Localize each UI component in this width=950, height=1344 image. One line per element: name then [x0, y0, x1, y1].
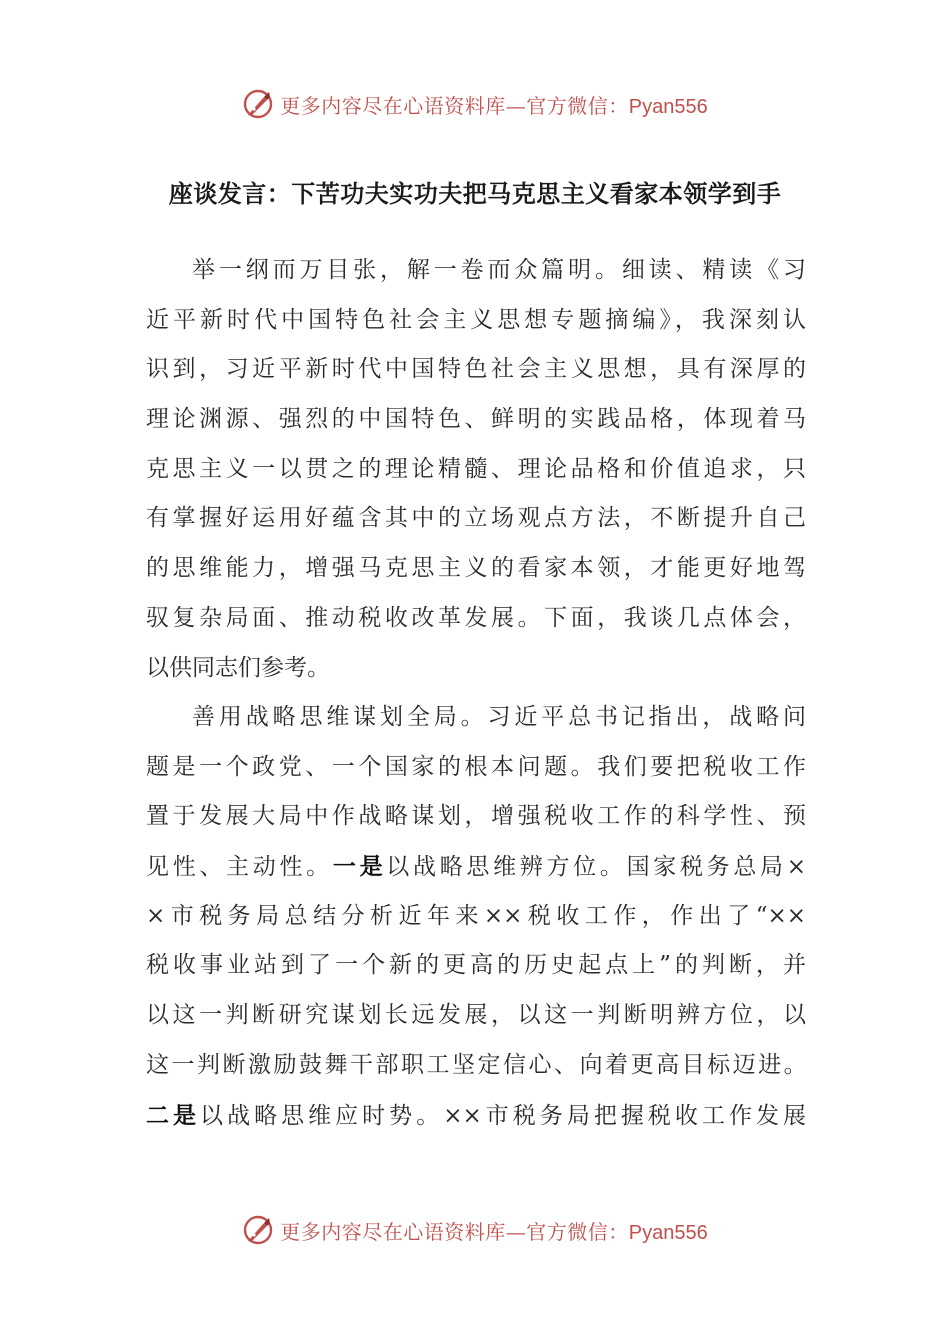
text-line: 克思主义一以贯之的理论精髓、理论品格和价值追求，只 [146, 455, 806, 482]
text-line: 近平新时代中国特色社会主义思想专题摘编》，我深刻认 [146, 306, 806, 333]
paragraph-intro [146, 246, 806, 693]
pen-nib-logo-icon [242, 88, 274, 120]
text-line: 有掌握好运用好蕴含其中的立场观点方法，不断提升自己 [146, 505, 806, 532]
text-line: 的思维能力，增强马克思主义的看家本领，才能更好地驾 [146, 555, 806, 582]
text-line: 见性、主动性。一是以战略思维辨方位。国家税务总局× [146, 853, 807, 881]
text-line: 驭复杂局面、推动税收改革发展。下面，我谈几点体会， [146, 604, 806, 631]
wechat-id: Pyan556 [628, 95, 708, 118]
text-line: 这一判断激励鼓舞干部职工坚定信心、向着更高目标迈进。 [146, 1051, 806, 1078]
page-title: 座谈发言：下苦功夫实功夫把马克思主义看家本领学到手 [168, 179, 782, 208]
paragraph-strategic-thinking [146, 693, 806, 1140]
text-line: 以这一判断研究谋划长远发展，以这一判断明辨方位，以 [146, 1002, 806, 1029]
header-watermark-banner [0, 82, 950, 126]
text-line: 题是一个政党、一个国家的根本问题。我们要把税收工作 [146, 753, 806, 780]
text-line: 二是以战略思维应时势。××市税务局把握税收工作发展 [146, 1101, 807, 1129]
wechat-id: Pyan556 [628, 1221, 708, 1244]
bold-lead-second: 二是 [146, 1101, 201, 1129]
text-line: 置于发展大局中作战略谋划，增强税收工作的科学性、预 [146, 803, 806, 830]
text-line: 善用战略思维谋划全局。习近平总书记指出，战略问 [192, 704, 806, 730]
text-line: 以供同志们参考。 [146, 654, 330, 681]
text-line: 理论渊源、强烈的中国特色、鲜明的实践品格，体现着马 [146, 406, 806, 433]
footer-watermark-banner [0, 1208, 950, 1252]
pen-nib-logo-icon [242, 1214, 274, 1246]
bold-lead-first: 一是 [332, 853, 387, 881]
watermark-text: 更多内容尽在心语资料库—官方微信：Pyan556 [280, 93, 708, 118]
text-line: 税收事业站到了一个新的更高的历史起点上”的判断，并 [146, 952, 806, 979]
text-line: ×市税务局总结分析近年来××税收工作，作出了“×× [146, 902, 806, 929]
text-line: 举一纲而万目张，解一卷而众篇明。细读、精读《习 [192, 257, 806, 283]
watermark-text: 更多内容尽在心语资料库—官方微信：Pyan556 [280, 1219, 708, 1244]
text-line: 识到，习近平新时代中国特色社会主义思想，具有深厚的 [146, 356, 806, 383]
